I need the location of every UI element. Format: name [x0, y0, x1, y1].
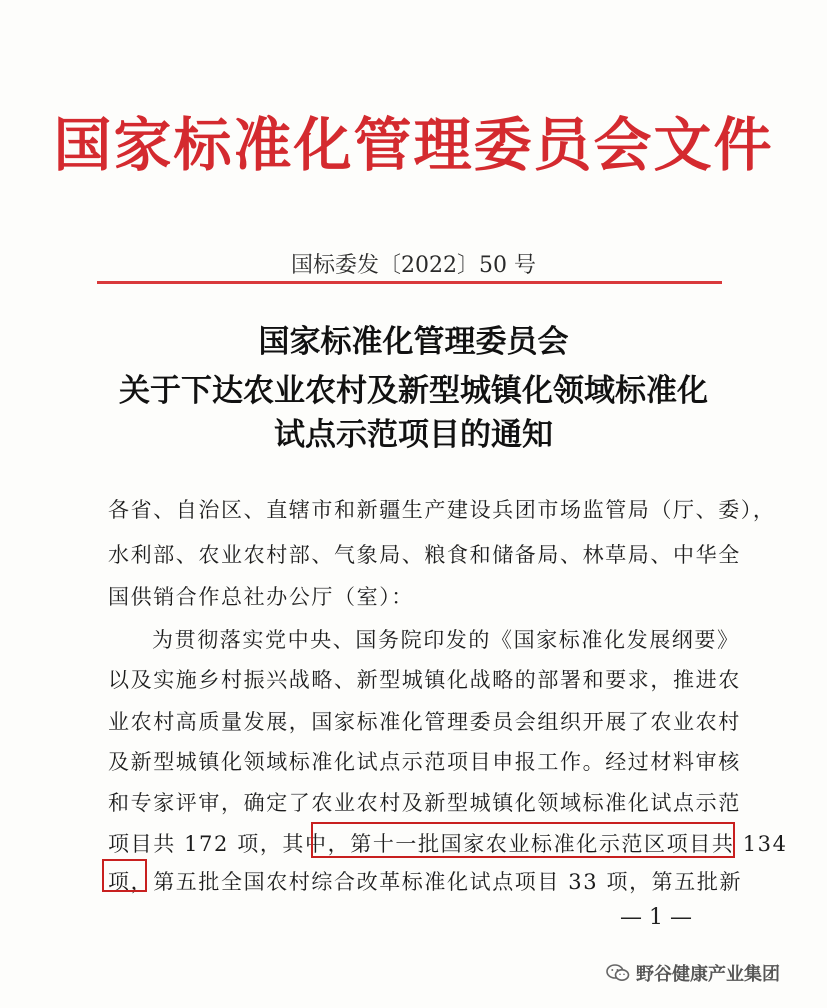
- body-line-7: 项，第五批全国农村综合改革标准化试点项目 33 项，第五批新: [108, 870, 743, 894]
- body-line-6: 项目共 172 项，其中，第十一批国家农业标准化示范区项目共 134: [108, 832, 788, 856]
- page-number: — 1 —: [620, 905, 692, 930]
- document-header-title: 国家标准化管理委员会文件: [53, 111, 774, 179]
- notice-title-line-2: 关于下达农业农村及新型城镇化领域标准化: [119, 373, 708, 409]
- addressee-line-1: 各省、自治区、直辖市和新疆生产建设兵团市场监管局（厅、委），: [108, 498, 776, 522]
- highlight-box-item-unit: [102, 859, 147, 892]
- notice-title-line-1: 国家标准化管理委员会: [258, 324, 569, 360]
- highlight-box-demonstration-zones: [311, 822, 735, 858]
- watermark-text: 野谷健康产业集团: [636, 964, 780, 985]
- addressee-line-2: 水利部、农业农村部、气象局、粮食和储备局、林草局、中华全: [108, 543, 741, 567]
- source-watermark: [606, 960, 780, 986]
- addressee-line-3: 国供销合作总社办公厅（室）：: [108, 585, 414, 609]
- notice-title-line-3: 试点示范项目的通知: [274, 417, 553, 453]
- body-line-2: 以及实施乡村振兴战略、新型城镇化战略的部署和要求，推进农: [108, 668, 741, 692]
- body-line-1: 为贯彻落实党中央、国务院印发的《国家标准化发展纲要》: [152, 628, 740, 652]
- wechat-icon: [606, 964, 630, 982]
- body-line-5: 和专家评审，确定了农业农村及新型城镇化领域标准化试点示范: [108, 791, 741, 815]
- red-divider-line: [97, 281, 722, 284]
- document-number: 国标委发〔2022〕50 号: [291, 253, 536, 278]
- body-line-4: 及新型城镇化领域标准化试点示范项目申报工作。经过材料审核: [108, 750, 741, 774]
- body-line-3: 业农村高质量发展，国家标准化管理委员会组织开展了农业农村: [108, 710, 741, 734]
